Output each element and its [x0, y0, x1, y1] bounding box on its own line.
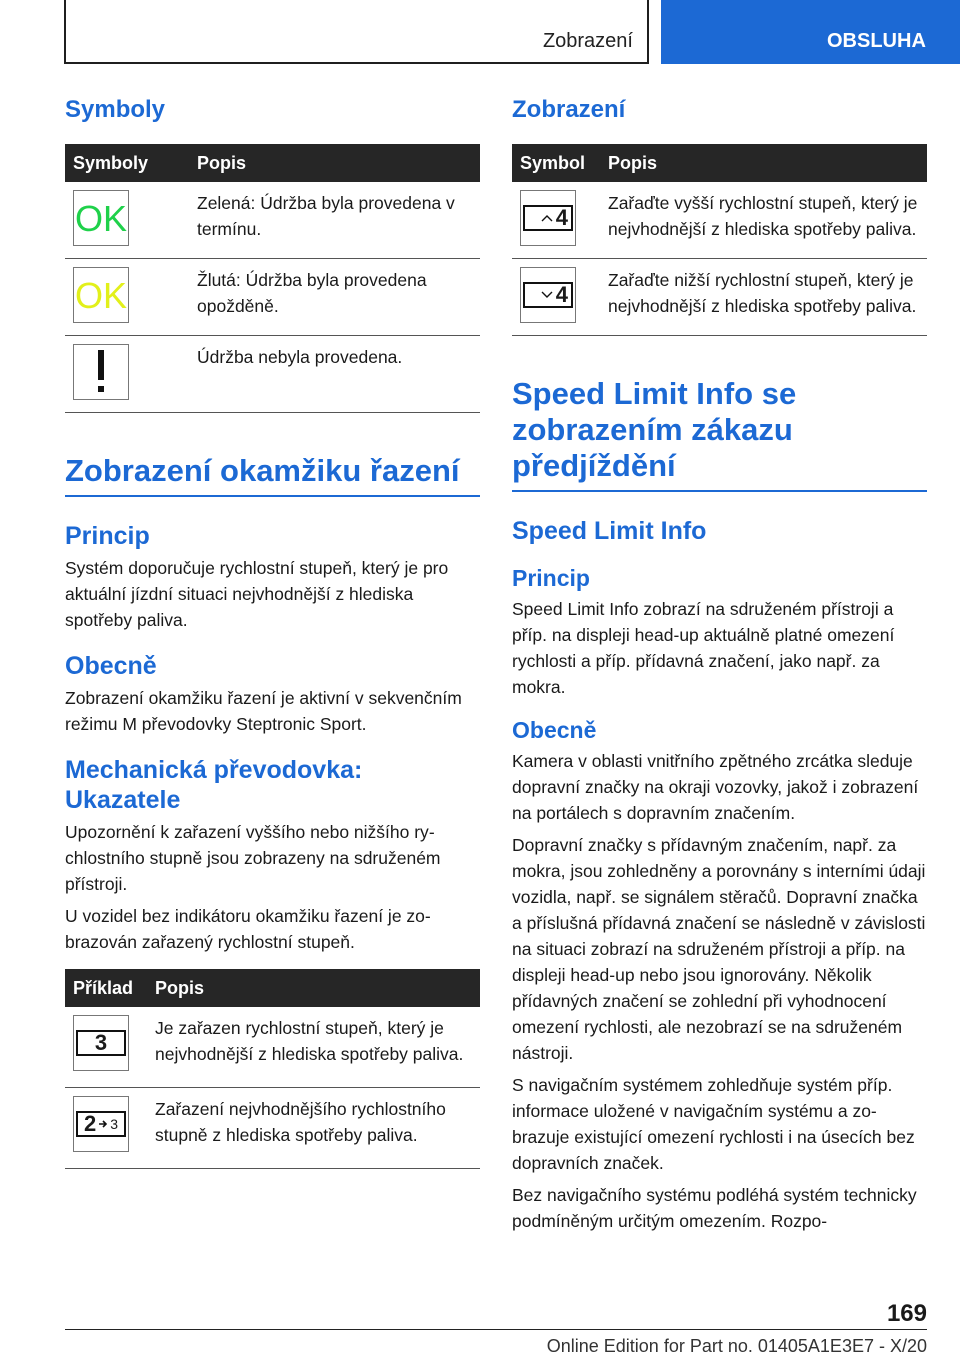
arrow-up-icon: [541, 213, 553, 223]
header-chapter-tab: [661, 0, 960, 64]
obecne-paragraph-3: S navigačním systémem zohledňuje systém příp. informace uložené v navigačním systému a zobrazuje existující omezení rychlosti i na úsecích bez dopravních značek.: [512, 1075, 915, 1173]
section-title-block: [512, 376, 927, 492]
table-row: [512, 259, 927, 336]
left-column: [65, 96, 480, 1169]
table-header-cell: Symboly: [65, 144, 189, 182]
edition-note: Online Edition for Part no. 01405A1E3E7 - X/20: [546, 1336, 927, 1356]
table-header-row: [65, 969, 480, 1007]
table-row: [512, 182, 927, 259]
table-cell-text: Je zařazen rychlostní stupeň, který je nejvhodnější z hlediska spotřeby paliva.: [147, 1007, 480, 1088]
upshift-4-icon: [520, 190, 576, 246]
table-cell-text: Zařaďte nižší rychlostní stupeň, který je nejvhodnější z hlediska spotřeby paliva.: [600, 259, 927, 336]
table-row: [65, 1088, 480, 1169]
mechanical-text-2: U vozidel bez indikátoru okamžiku řazení je zobrazován zařazený rychlostní stupeň.: [65, 906, 431, 952]
section-title-block: [65, 453, 480, 497]
princip-text: Systém doporučuje rychlostní stupeň, který je pro aktuální jízdní situaci nejvhodnější z hlediska spotřeby paliva.: [65, 558, 449, 630]
princip-heading: Princip: [512, 565, 590, 591]
obecne-paragraph-4: Bez navigačního systému podléhá systém technicky podmíněným určitým omezením. Rozpo-: [512, 1185, 917, 1231]
table-row: [65, 259, 480, 336]
table-header-cell: Příklad: [65, 969, 147, 1007]
obecne-paragraph-1: Kamera v oblasti vnitřního zpětného zrcátka sleduje dopravní značky na okraji vozovky, jakož i zobrazení na portálech s dopravním značením.: [512, 751, 919, 823]
table-row: [65, 182, 480, 259]
table-header-row: [512, 144, 927, 182]
header-chapter-label: OBSLUHA: [827, 30, 926, 52]
obecne-paragraph-2: Dopravní značky s přídavným značením, např. za mokra, jsou zohledněny a porovnány s interními údaji vozidla, např. se signálem stěračů. Dopravní značka a příslušná přídavná značení se následně v závislosti na situaci zobrazí na sdruženém přístroji a příp. na displeji head-up nebo jsou ignorovány. Několik přídavných značení se zohlední při vyhodnocení omezení rychlosti, ale nezobrazí se na sdruženém nástroji.: [512, 835, 926, 1063]
footer-divider: [65, 1329, 927, 1330]
exclamation-icon: [73, 344, 129, 400]
arrow-down-icon: [541, 290, 553, 300]
table-header-cell: Popis: [147, 969, 480, 1007]
symbols-heading: Symboly: [65, 96, 166, 123]
table-cell-text: Zařaďte vyšší rychlostní stupeň, který je nejvhodnější z hlediska spotřeby paliva.: [600, 182, 927, 259]
table-cell-text: Údržba nebyla provedena.: [189, 336, 480, 413]
example-table: [65, 969, 480, 1169]
right-column: [512, 96, 927, 1240]
ok-green-icon: [73, 190, 129, 246]
table-header-cell: Popis: [189, 144, 480, 182]
princip-text: Speed Limit Info zobrazí na sdruženém přístroji a příp. na displeji head-up aktuálně platné omezení rychlosti a příp. přídavná značení, jako např. za mokra.: [512, 599, 895, 697]
svg-text:OK: OK: [75, 198, 127, 238]
table-cell-text: Zařazení nejvhodnějšího rychlostního stupně z hlediska spotřeby paliva.: [147, 1088, 480, 1169]
obecne-heading: Obecně: [512, 717, 597, 743]
svg-text:OK: OK: [75, 275, 127, 315]
display-table: [512, 144, 927, 336]
princip-heading: Princip: [65, 522, 150, 550]
downshift-4-icon: [520, 267, 576, 323]
symbols-table: [65, 144, 480, 413]
gear-digit-small: 3: [110, 1116, 119, 1132]
section-title: Speed Limit Info se zobrazením zákazu předjíždění: [512, 376, 797, 483]
mechanical-text-1: Upozornění k zařazení vyššího nebo nižšího rychlostního stupně jsou zobrazeny na sdruženém přístroji.: [65, 822, 441, 894]
table-header-row: [65, 144, 480, 182]
obecne-text: Zobrazení okamžiku řazení je aktivní v sekvenčním režimu M převodovky Steptronic Sport.: [65, 688, 462, 734]
header-section-box: [64, 0, 649, 64]
table-row: [65, 336, 480, 413]
gear-digit: 3: [76, 1030, 126, 1056]
gear-3-icon: [73, 1015, 129, 1071]
sli-heading: Speed Limit Info: [512, 517, 707, 545]
table-header-cell: Popis: [600, 144, 927, 182]
obecne-heading: Obecně: [65, 652, 157, 680]
gear-digit: 4: [555, 282, 568, 307]
gear-2-to-3-icon: [73, 1096, 129, 1152]
table-cell-text: Zelená: Údržba byla provedena v termínu.: [189, 182, 480, 259]
gear-digit: 4: [555, 205, 568, 230]
ok-yellow-icon: [73, 267, 129, 323]
section-title: Zobrazení okamžiku řazení: [65, 453, 460, 488]
table-header-cell: Symbol: [512, 144, 600, 182]
arrow-right-icon: [98, 1119, 108, 1129]
display-heading: Zobrazení: [512, 96, 626, 123]
table-row: [65, 1007, 480, 1088]
header-section-title: Zobrazení: [542, 30, 633, 52]
mechanical-heading: Mechanická převodovka: Ukazatele: [65, 756, 363, 814]
table-cell-text: Žlutá: Údržba byla provedena opožděně.: [189, 259, 480, 336]
gear-digit: 2: [83, 1111, 97, 1136]
page-number: 169: [886, 1300, 927, 1327]
